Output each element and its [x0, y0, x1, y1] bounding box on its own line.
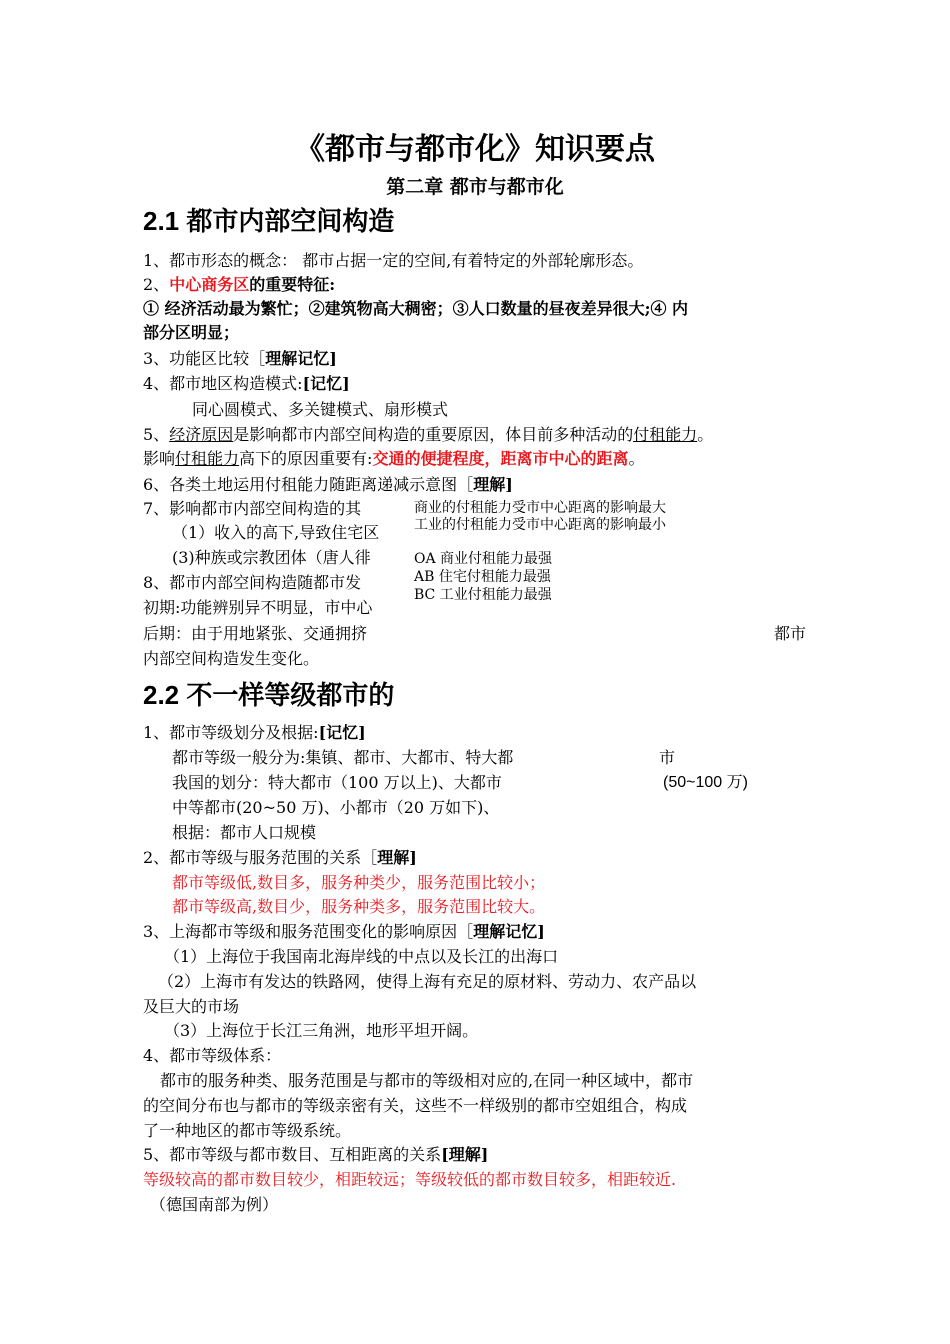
s22-line-19: 等级较高的都市数目较少，相距较远；等级较低的都市数目较多，相距较近.: [143, 1170, 677, 1189]
s21-line-14: 8、都市内部空间构造随都市发: [143, 573, 362, 592]
s21-line-11: 7、影响都市内部空间构造的其: [143, 499, 362, 518]
s21-line-9-b: 高下的原因重要有:: [239, 449, 373, 468]
s22-line-3: 我国的划分：特大都市（100 万以上)、大都市: [172, 773, 502, 792]
s21-line-13: (3)种族或宗教团体（唐人徘: [172, 548, 371, 567]
s21-line-3: ① 经济活动最为繁忙；②建筑物高大稠密；③人口数量的昼夜差异很大;④ 内: [143, 299, 689, 318]
s22-line-17: 了一种地区的都市等级系统。: [143, 1121, 352, 1140]
s21-line-8-b: 是影响都市内部空间构造的重要原因，体目前多种活动的: [233, 425, 634, 444]
s22-line-6: [143, 847, 417, 869]
s21-line-2: [143, 274, 335, 296]
s21-line-2-suffix: 的重要特征:: [249, 275, 336, 294]
s22-line-6-text: 2、都市等级与服务范围的关系［: [143, 848, 378, 867]
s21-line-16-end: 都市: [774, 624, 807, 643]
s22-line-13: （3）上海位于长江三角洲，地形平坦开阔。: [164, 1021, 479, 1040]
s22-line-1-tag: [记忆]: [318, 723, 366, 742]
s22-line-9-text: 3、上海都市等级和服务范围变化的影响原因［: [143, 922, 474, 941]
s21-line-2-prefix: 2、: [143, 275, 170, 294]
s22-line-1-text: 1、都市等级划分及根据:: [143, 723, 319, 742]
annotation-note-3: OA 商业付租能力最强: [414, 551, 553, 567]
s21-line-5: [143, 348, 337, 370]
annotation-note-2: 工业的付租能力受市中心距离的影响最小: [414, 517, 666, 533]
s21-line-15: 初期:功能辨别异不明显，市中心: [143, 598, 373, 617]
s22-line-9-tag: 理解记忆]: [473, 922, 545, 941]
s22-line-5: 根据：都市人口规模: [172, 823, 317, 842]
diagram-annotation-box: [408, 496, 818, 616]
s22-line-6-tag: 理解]: [377, 848, 417, 867]
s21-line-17: 内部空间构造发生变化。: [143, 649, 320, 668]
s22-line-16: 的空间分布也与都市的等级亲密有关，这些不一样级别的都市空姐组合，构成: [143, 1096, 688, 1115]
s22-line-10: （1）上海位于我国南北海岸线的中点以及长江的出海口: [164, 947, 559, 966]
cbd-term: 中心商务区: [169, 275, 250, 294]
s22-line-7: 都市等级低,数目多，服务种类少，服务范围比较小；: [172, 873, 546, 892]
s21-line-9-c: 。: [628, 449, 645, 468]
s22-line-15: 都市的服务种类、服务范围是与都市的等级相对应的,在同一种区域中，都市: [160, 1071, 694, 1090]
s22-line-8: 都市等级高,数目少，服务种类多，服务范围比较大。: [172, 897, 546, 916]
s21-line-6-tag: [记忆]: [302, 374, 350, 393]
section-heading-2-1: 2.1 都市内部空间构造: [143, 206, 395, 236]
s22-line-4: 中等都市(20~50 万)、小都市（20 万如下)、: [172, 798, 500, 817]
s21-line-8-u1: 经济原因: [169, 425, 234, 444]
s21-line-12: （1）收入的高下,导致住宅区: [172, 523, 380, 542]
s21-line-8-a: 5、: [143, 425, 170, 444]
s22-line-2: 都市等级一般分为:集镇、都市、大都市、特大都: [172, 748, 514, 767]
s21-line-4: 部分区明显；: [143, 323, 240, 342]
chapter-title: 第二章 都市与都市化: [386, 176, 564, 198]
s22-line-18-tag: [理解]: [441, 1145, 489, 1164]
section-heading-2-2: 2.2 不一样等级都市的: [143, 680, 395, 710]
s21-line-16: 后期：由于用地紧张、交通拥挤: [143, 624, 368, 643]
s21-line-8: [143, 424, 713, 446]
s21-line-8-u2: 付租能力: [633, 425, 698, 444]
s21-line-8-c: 。: [697, 425, 714, 444]
s21-line-9: [143, 448, 644, 470]
s22-line-2-end: 市: [659, 748, 676, 767]
s22-line-20: （德国南部为例）: [150, 1195, 279, 1214]
s21-line-10-tag: 理解]: [473, 475, 513, 494]
annotation-note-5: BC 工业付租能力最强: [414, 587, 552, 603]
s21-line-5-tag: 理解记忆]: [265, 349, 337, 368]
document-title: 《都市与都市化》知识要点: [295, 132, 655, 167]
s21-line-6-text: 4、都市地区构造模式:: [143, 374, 303, 393]
s22-line-18-text: 5、都市等级与都市数目、互相距离的关系: [143, 1145, 442, 1164]
s22-line-14: 4、都市等级体系：: [143, 1046, 282, 1065]
s22-line-9: [143, 921, 545, 943]
s22-line-12: 及巨大的市场: [143, 997, 240, 1016]
s21-line-9-red: 交通的便捷程度，距离市中心的距离: [372, 449, 629, 468]
s21-line-10: [143, 474, 513, 496]
s22-line-1: [143, 722, 366, 744]
s21-line-6: [143, 373, 350, 395]
s21-line-9-a: 影响: [143, 449, 176, 468]
s22-line-11: （2）上海市有发达的铁路网，使得上海有充足的原材料、劳动力、农产品以: [158, 972, 697, 991]
annotation-note-4: AB 住宅付租能力最强: [414, 569, 551, 585]
s21-line-10-text: 6、各类土地运用付租能力随距离递减示意图［: [143, 475, 474, 494]
s21-line-7: 同心圆模式、多关键模式、扇形模式: [192, 400, 449, 419]
s22-line-18: [143, 1144, 488, 1166]
s21-line-9-u: 付租能力: [175, 449, 240, 468]
s22-line-3-end: (50~100 万): [663, 774, 748, 791]
s21-line-1: 1、都市形态的概念： 都市占据一定的空间,有着特定的外部轮廓形态。: [143, 251, 644, 270]
s21-line-5-text: 3、功能区比较［: [143, 349, 266, 368]
annotation-note-1: 商业的付租能力受市中心距离的影响最大: [414, 500, 666, 516]
